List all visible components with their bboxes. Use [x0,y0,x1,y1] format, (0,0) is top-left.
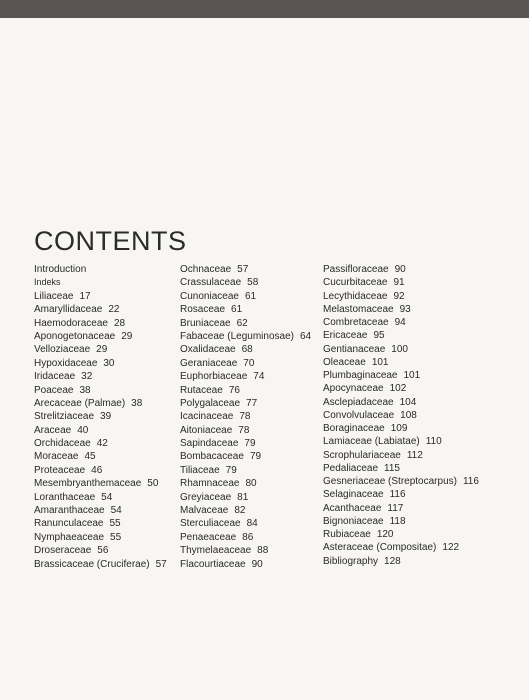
contents-entry [180,517,320,530]
entry-name: Passifloraceae [323,264,389,275]
entry-page-number: 116 [462,476,479,487]
contents-column-1 [34,263,174,571]
entry-name: Asteraceae (Compositae) [323,542,437,554]
entry-name: Euphorbiaceae [180,371,248,383]
entry-name: Ochnaceae [180,264,232,275]
entry-name: Crassulaceae [180,277,242,289]
entry-name: Icacinaceae [180,411,234,423]
entry-page-number: 95 [373,330,385,342]
contents-entry [34,317,174,330]
entry-page-number: 40 [77,424,89,436]
entry-page-number: 68 [241,344,253,356]
entry-page-number: 50 [147,478,159,490]
contents-entry [180,330,320,343]
entry-page-number: 64 [299,330,312,342]
contents-entry [34,450,174,463]
contents-entry [180,558,320,571]
contents-entry [323,555,503,568]
entry-page-number: 84 [246,518,258,530]
column-1-entries [34,290,174,571]
contents-entry [180,491,320,504]
contents-entry [180,531,320,544]
entry-name: Brassicaceae (Cruciferae) [34,558,150,570]
entry-name: Ranunculaceae [34,518,104,530]
entry-name: Loranthaceae [34,491,96,503]
entry-name: Lecythidaceae [323,290,388,302]
contents-entry [323,449,503,462]
entry-page-number: 32 [81,371,93,383]
contents-entry [34,544,174,557]
contents-entry [180,450,320,463]
entry-name: Bignoniaceae [323,515,384,527]
contents-entry [323,409,503,422]
contents-entry [180,303,320,316]
contents-entry [323,528,503,541]
entry-page-number: 117 [387,502,404,514]
entry-page-number: 78 [238,424,250,436]
entry-page-number: 38 [131,397,143,409]
entry-page-number: 81 [237,491,249,503]
contents-entry [180,410,320,423]
entry-page-number: 100 [391,343,408,355]
entry-page-number: 120 [376,529,394,540]
entry-page-number: 102 [389,383,407,395]
entry-name: Liliaceae [34,290,74,302]
entry-page-number: 56 [97,545,109,557]
entry-name: Convolvulaceae [323,409,395,421]
contents-entry [323,276,503,289]
entry-page-number: 38 [79,384,91,396]
entry-name: Acanthaceae [323,502,382,514]
entry-page-number: 74 [253,371,265,383]
contents-entry [180,464,320,477]
entry-name: Apocynaceae [323,383,384,395]
entry-page-number: 58 [247,277,259,289]
entry-name: Bruniaceae [180,317,231,329]
entry-name: Fabaceae (Leguminosae) [180,330,294,342]
entry-page-number: 122 [442,542,460,554]
entry-name: Moraceae [34,451,79,463]
entry-name: Flacourtiaceae [180,558,246,570]
entry-page-number: 90 [394,264,406,275]
entry-page-number: 17 [79,290,91,302]
entry-page-number: 101 [403,370,421,381]
contents-entry [34,464,174,477]
contents-entry [34,504,174,517]
entry-name: Poaceae [34,384,74,396]
introduction-entry: Introduction [34,264,87,275]
entry-name: Sapindaceae [180,438,239,450]
entry-page-number: 80 [245,478,257,490]
entry-name: Tiliaceae [180,464,220,476]
entry-name: Cucurbitaceae [323,277,388,289]
entry-page-number: 109 [390,423,408,434]
contents-entry [323,435,503,448]
entry-name: Scrophulariaceae [323,449,401,461]
entry-name: Plumbaginaceae [323,370,398,381]
entry-page-number: 57 [237,264,249,275]
entry-name: Iridaceae [34,371,76,383]
contents-entry [323,462,503,475]
contents-entry [180,357,320,370]
contents-entry [180,437,320,450]
entry-page-number: 45 [84,451,96,463]
contents-column-2 [180,263,320,571]
entry-page-number: 93 [399,303,411,315]
contents-entry [180,290,320,303]
entry-name: Oxalidaceae [180,344,236,356]
entry-name: Boraginaceae [323,423,385,434]
entry-page-number: 110 [425,436,442,448]
entry-name: Rutaceae [180,384,223,396]
entry-name: Velloziaceae [34,344,91,356]
entry-name: Proteaceae [34,464,86,476]
entry-page-number: 70 [243,357,255,369]
column-3-entries [323,263,503,568]
entry-name: Strelitziaceae [34,411,95,423]
entry-name: Aponogetonaceae [34,330,116,342]
entry-name: Penaeaceae [180,531,237,543]
contents-entry [34,397,174,410]
entry-name: Lamiaceae (Labiatae) [323,436,420,448]
contents-entry [34,491,174,504]
entry-page-number: 79 [249,451,262,463]
entry-name: Mesembryanthemaceae [34,478,142,490]
contents-entry [34,410,174,423]
contents-entry [34,558,174,571]
entry-page-number: 79 [244,438,256,450]
contents-entry [323,541,503,554]
entry-name: Haemodoraceae [34,317,108,329]
entry-name: Rubiaceae [323,529,371,540]
contents-entry [34,424,174,437]
entry-page-number: 115 [384,462,400,474]
entry-name: Amaryllidaceae [34,304,103,316]
entry-name: Gesneriaceae (Streptocarpus) [323,476,457,487]
entry-page-number: 128 [384,555,401,567]
entry-page-number: 86 [242,531,254,543]
contents-entry [323,488,503,501]
entry-page-number: 94 [394,317,406,328]
entry-page-number: 104 [399,396,417,408]
contents-entry [323,396,503,409]
entry-page-number: 57 [155,558,167,570]
entry-name: Amaranthaceae [34,505,105,517]
entry-page-number: 28 [113,317,126,329]
contents-entry [34,517,174,530]
contents-entry [34,330,174,343]
entry-name: Geraniaceae [180,357,238,369]
contents-entry [323,263,503,276]
entry-name: Selaginaceae [323,489,384,501]
column-2-entries [180,263,320,571]
entry-page-number: 101 [371,356,389,368]
entry-name: Gentianaceae [323,343,386,355]
entry-name: Ericaceae [323,330,368,342]
entry-page-number: 61 [231,304,243,316]
entry-name: Pedaliaceae [323,462,379,474]
entry-page-number: 77 [246,397,258,409]
entry-name: Aitoniaceae [180,424,233,436]
entry-page-number: 30 [103,357,115,369]
entry-name: Asclepiadaceae [323,396,394,408]
entry-page-number: 92 [393,290,405,302]
entry-page-number: 55 [109,518,121,530]
entry-page-number: 88 [257,545,269,557]
entry-page-number: 62 [236,317,248,329]
contents-entry [34,343,174,356]
entry-name: Melastomaceae [323,303,394,315]
contents-entry [34,370,174,383]
entry-page-number: 54 [110,505,122,517]
contents-entry [323,356,503,369]
entry-name: Rhamnaceae [180,478,240,490]
contents-entry [180,370,320,383]
entry-name: Nymphaeaceae [34,531,105,543]
contents-entry [323,382,503,395]
contents-entry [323,316,503,329]
entry-page-number: 108 [400,409,417,421]
entry-page-number: 29 [121,330,133,342]
contents-entry [180,343,320,356]
entry-name: Sterculiaceae [180,518,241,530]
contents-entry [34,384,174,397]
page-title: CONTENTS [34,226,187,256]
contents-entry [34,290,174,303]
entry-page-number: 116 [389,489,406,501]
contents-entry [323,343,503,356]
contents-entry [34,477,174,490]
contents-entry [180,317,320,330]
contents-entry [323,515,503,528]
entry-name: Malvaceae [180,505,229,517]
contents-entry [34,357,174,370]
entry-name: Oleaceae [323,356,366,368]
entry-name: Thymelaeaceae [180,545,252,557]
contents-entry [323,303,503,316]
entry-page-number: 61 [244,290,257,302]
entry-name: Araceae [34,424,72,436]
contents-entry [180,477,320,490]
contents-entry [323,369,503,382]
entry-page-number: 90 [251,558,263,570]
entry-name: Rosaceae [180,304,226,316]
entry-page-number: 79 [225,464,237,476]
indeks-entry: Indeks [34,277,61,288]
scan-top-border [0,0,529,18]
contents-entry [180,424,320,437]
contents-entry [34,303,174,316]
contents-entry [323,422,503,435]
entry-page-number: 54 [101,491,113,503]
entry-page-number: 22 [108,304,120,316]
entry-name: Droseraceae [34,545,92,557]
entry-page-number: 76 [228,384,240,396]
contents-entry [180,397,320,410]
entry-name: Polygalaceae [180,397,241,409]
contents-column-3 [323,263,503,568]
entry-name: Bibliography [323,555,379,567]
entry-page-number: 39 [100,411,112,423]
contents-entry [34,437,174,450]
entry-name: Hypoxidaceae [34,357,98,369]
contents-entry [180,384,320,397]
entry-page-number: 91 [393,277,405,289]
entry-page-number: 42 [96,438,108,450]
entry-page-number: 78 [239,411,251,423]
contents-entry [34,531,174,544]
contents-entry [180,276,320,289]
entry-name: Combretaceae [323,317,389,328]
contents-entry [323,290,503,303]
contents-entry [180,504,320,517]
contents-entry [323,329,503,342]
entry-page-number: 55 [110,531,122,543]
contents-entry [323,502,503,515]
contents-entry [323,475,503,488]
entry-page-number: 112 [406,449,423,461]
contents-entry [180,263,320,276]
contents-entry [180,544,320,557]
entry-name: Bombacaceae [180,451,244,463]
entry-name: Cunoniaceae [180,290,239,302]
entry-name: Arecaceae (Palmae) [34,397,126,409]
entry-page-number: 29 [96,344,108,356]
entry-page-number: 82 [234,505,246,517]
entry-name: Orchidaceae [34,438,91,450]
entry-page-number: 46 [91,464,103,476]
entry-page-number: 118 [389,515,406,527]
entry-name: Greyiaceae [180,491,232,503]
